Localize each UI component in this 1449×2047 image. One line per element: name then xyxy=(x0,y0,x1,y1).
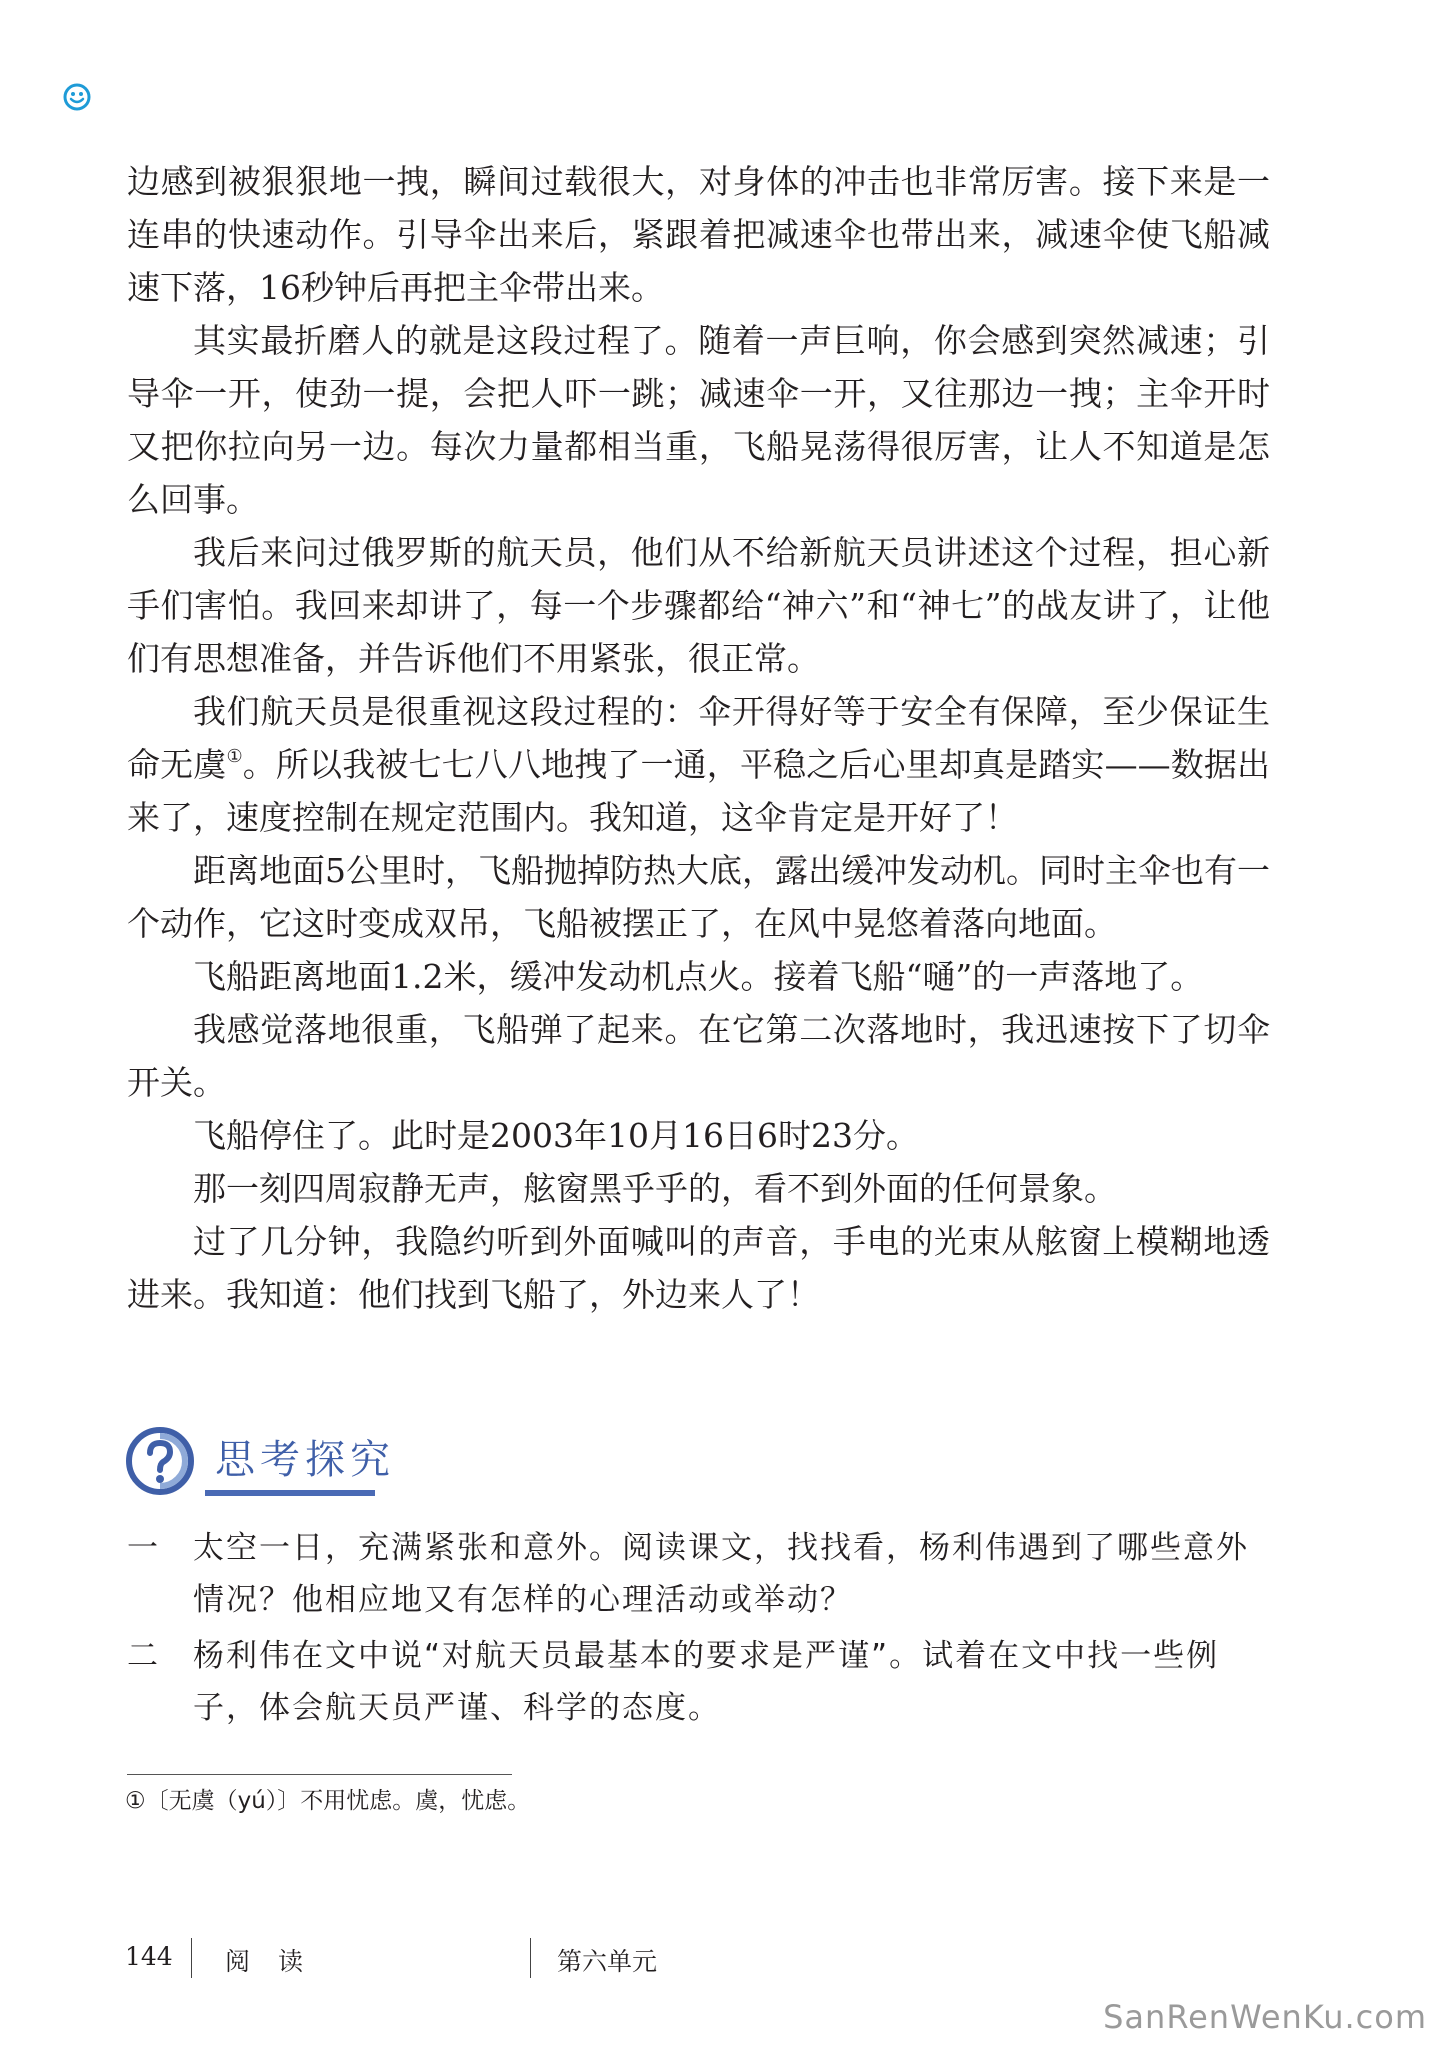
unit-label: 第六单元 xyxy=(557,1947,658,1976)
paragraph: 我感觉落地很重，飞船弹了起来。在它第二次落地时，我迅速按下了切伞开关。 xyxy=(127,1010,1270,1102)
paragraph: 那一刻四周寂静无声，舷窗黑乎乎的，看不到外面的任何景象。 xyxy=(193,1169,1117,1208)
watermark: SanRenWenKu.com xyxy=(1103,1998,1427,2036)
page-footer xyxy=(125,1938,825,1984)
footnote: ①〔无虞（yú）〕不用忧虑。虞，忧虑。 xyxy=(125,1788,531,1814)
paragraph: 飞船停住了。此时是2003年10月16日6时23分。 xyxy=(193,1116,919,1155)
question-mark-icon xyxy=(125,1426,195,1496)
paragraph xyxy=(127,685,1270,844)
paragraph-text: 我们航天员是很重视这段过程的：伞开得好等于安全有保障，至少保证生命无虞 xyxy=(127,692,1270,784)
paragraph: 距离地面5公里时，飞船抛掉防热大底，露出缓冲发动机。同时主伞也有一个动作，它这时变成双吊，飞船被摆正了，在风中晃悠着落向地面。 xyxy=(127,851,1270,943)
question-number: 二 xyxy=(127,1638,160,1674)
paragraph: 我后来问过俄罗斯的航天员，他们从不给新航天员讲述这个过程，担心新手们害怕。我回来却讲了，每一个步骤都给“神六”和“神七”的战友讲了，让他们有思想准备，并告诉他们不用紧张，很正常。 xyxy=(127,533,1270,678)
question-item xyxy=(127,1630,1272,1734)
section-label: 阅 读 xyxy=(225,1947,313,1976)
footnote-ref[interactable]: ① xyxy=(226,746,243,767)
paragraph: 飞船距离地面1.2米，缓冲发动机点火。接着飞船“嗵”的一声落地了。 xyxy=(193,957,1204,996)
footnote-divider xyxy=(127,1774,512,1775)
paragraph: 其实最折磨人的就是这段过程了。随着一声巨响，你会感到突然减速；引导伞一开，使劲一提，会把人吓一跳；减速伞一开，又往那边一拽；主伞开时又把你拉向另一边。每次力量都相当重，飞船晃荡得很厉害，让人不知道是怎么回事。 xyxy=(127,321,1270,519)
paragraph-text: 。所以我被七七八八地拽了一通，平稳之后心里却真是踏实——数据出来了，速度控制在规定范围内。我知道，这伞肯定是开好了！ xyxy=(127,745,1271,837)
question-text: 杨利伟在文中说“对航天员最基本的要求是严谨”。试着在文中找一些例子，体会航天员严谨、科学的态度。 xyxy=(193,1638,1220,1726)
footer-divider xyxy=(191,1938,192,1978)
footer-divider xyxy=(530,1938,531,1978)
article-body xyxy=(127,155,1270,1321)
title-underline xyxy=(205,1490,375,1496)
page-number: 144 xyxy=(125,1942,173,1971)
section-header xyxy=(125,1422,425,1512)
section-title: 思考探究 xyxy=(215,1437,395,1483)
question-number: 一 xyxy=(127,1530,160,1566)
smiley-icon xyxy=(62,82,92,112)
paragraph: 过了几分钟，我隐约听到外面喊叫的声音，手电的光束从舷窗上模糊地透进来。我知道：他们找到飞船了，外边来人了！ xyxy=(127,1222,1270,1314)
question-text: 太空一日，充满紧张和意外。阅读课文，找找看，杨利伟遇到了哪些意外情况？他相应地又有怎样的心理活动或举动？ xyxy=(193,1530,1249,1618)
paragraph: 边感到被狠狠地一拽，瞬间过载很大，对身体的冲击也非常厉害。接下来是一连串的快速动作。引导伞出来后，紧跟着把减速伞也带出来，减速伞使飞船减速下落，16秒钟后再把主伞带出来。 xyxy=(127,162,1270,307)
question-list xyxy=(127,1522,1272,1738)
question-item xyxy=(127,1522,1272,1626)
